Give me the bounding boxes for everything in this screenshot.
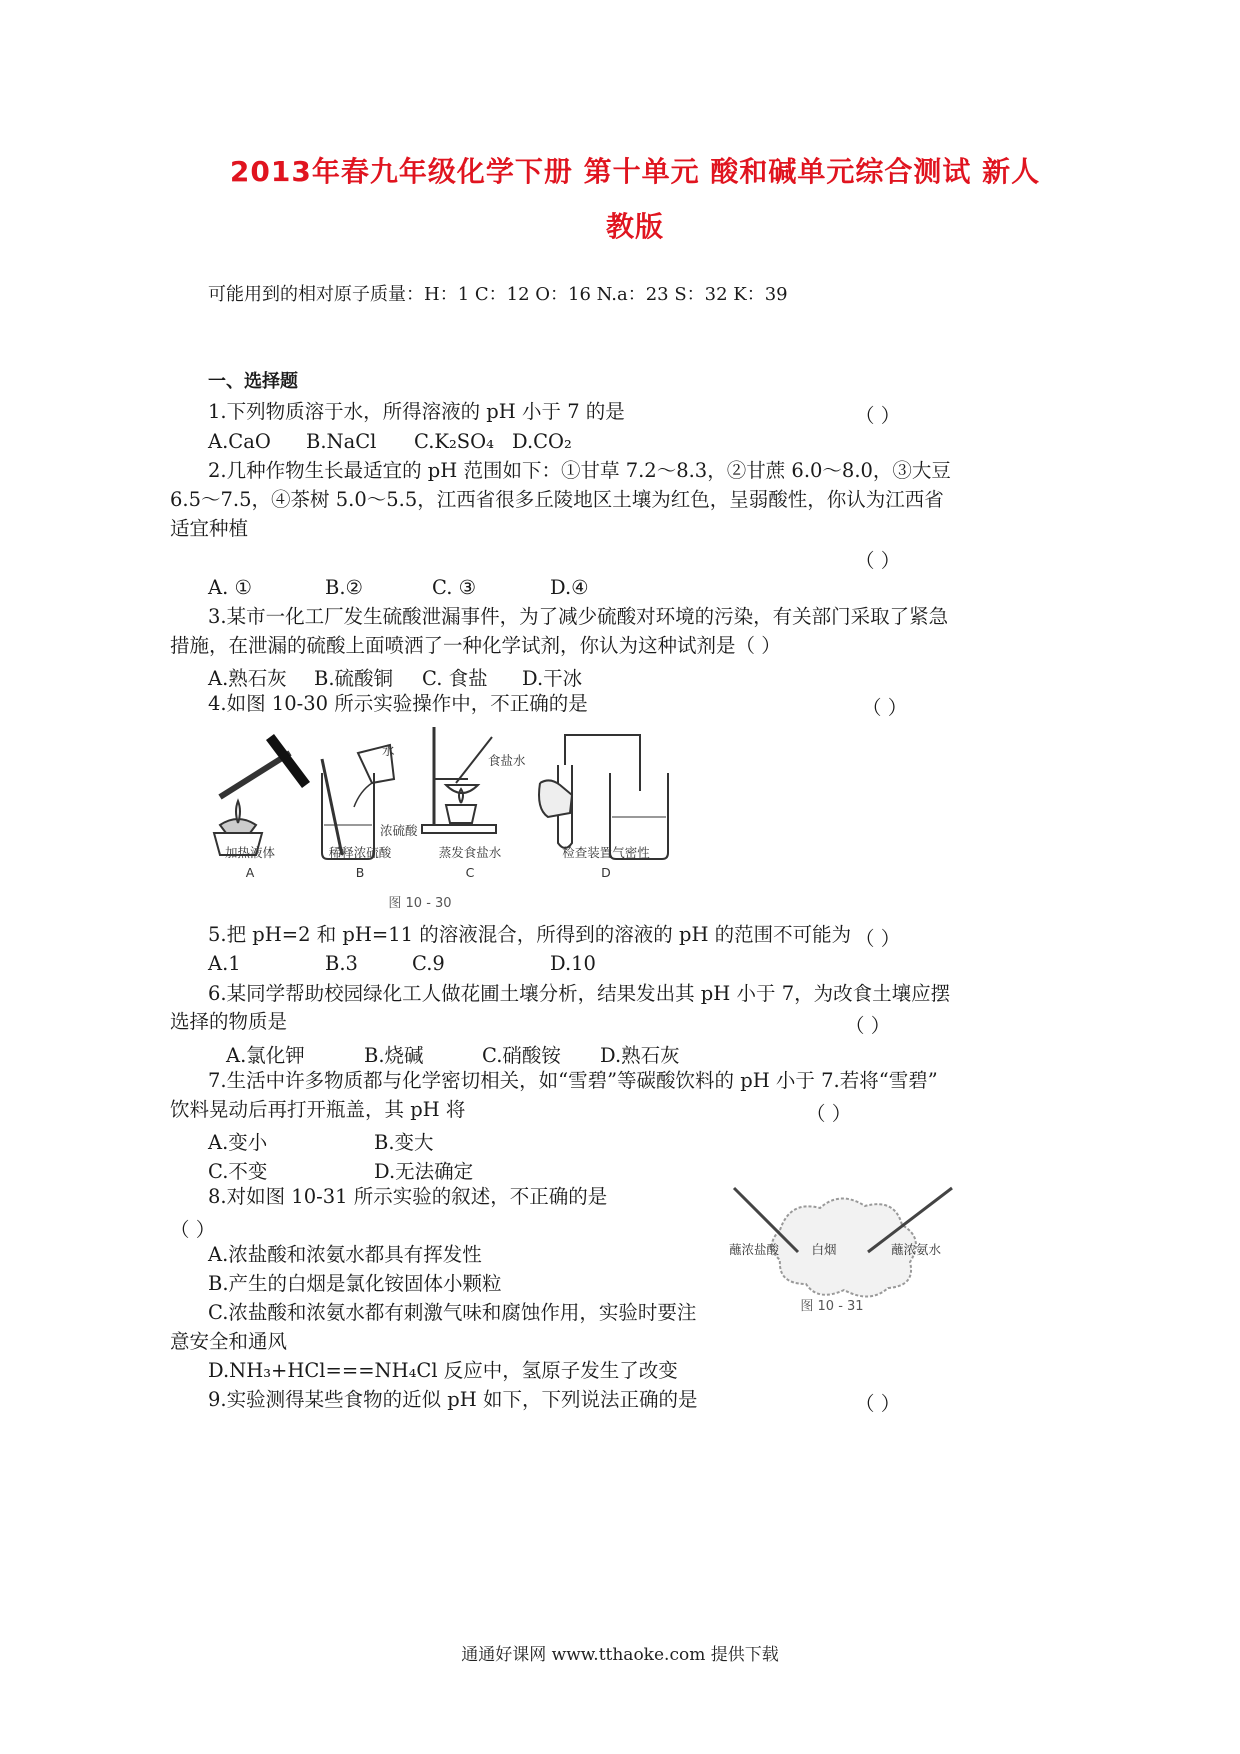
q8-option-c-line1: C.浓盐酸和浓氨水都有刺激气味和腐蚀作用，实验时要注 [208,1301,697,1324]
q8-option-a: A.浓盐酸和浓氨水都具有挥发性 [208,1243,482,1266]
q7-option-c: C.不变 [208,1160,268,1183]
q5-option-d: D.10 [550,952,596,975]
acid-annotation: 浓硫酸 [380,823,418,838]
q2-line3: 适宜种植 [170,517,249,540]
q4-stem: 4.如图 10-30 所示实验操作中，不正确的是 [208,692,588,715]
q6-line2: 选择的物质是 [170,1010,288,1033]
q2-answer-paren: （ ） [855,549,901,572]
q1-answer-paren: （ ） [855,404,901,427]
q9-answer-paren: （ ） [855,1392,901,1415]
atomic-mass-line: 可能用到的相对原子质量：H：1 C：12 O：16 N.a：23 S：32 K：39 [208,284,788,305]
fig-label-a: 加热液体 [224,845,276,860]
q7-option-d: D.无法确定 [374,1160,474,1183]
q2-option-c: C. ③ [432,576,477,599]
q6-line1: 6.某同学帮助校园绿化工人做花圃土壤分析，结果发出其 pH 小于 7，为改食土壤应摆 [208,982,951,1005]
q8-option-d: D.NH₃+HCl===NH₄Cl 反应中，氢原子发生了改变 [208,1359,678,1382]
doc-title-line2: 教版 [605,210,664,243]
q8-option-c-line2: 意安全和通风 [170,1330,288,1353]
q5-stem: 5.把 pH=2 和 pH=11 的溶液混合，所得到的溶液的 pH 的范围不可能为 [208,923,852,946]
q2-line2: 6.5～7.5，④茶树 5.0～5.5，江西省很多丘陵地区土壤为红色，呈弱酸性，你认为江西省 [170,488,944,511]
fig-letter-a: A [245,865,255,880]
figure-10-30-caption: 图 10 - 30 [388,896,452,911]
fig31-center-label: 白烟 [811,1242,837,1257]
q8-answer-paren: （ ） [170,1218,216,1241]
q8-option-b: B.产生的白烟是氯化铵固体小颗粒 [208,1272,502,1295]
q6-option-a: A.氯化钾 [226,1044,305,1067]
q3-option-c: C. 食盐 [422,667,488,690]
q3-line1: 3.某市一化工厂发生硫酸泄漏事件，为了减少硫酸对环境的污染，有关部门采取了紧急 [208,605,949,628]
q6-option-b: B.烧碱 [364,1044,424,1067]
q5-answer-paren: （ ） [855,927,901,950]
q7-answer-paren: （ ） [806,1102,852,1125]
q3-line2: 措施，在泄漏的硫酸上面喷洒了一种化学试剂，你认为这种试剂是（ ） [170,634,781,657]
fig31-left-label: 蘸浓盐酸 [728,1242,780,1257]
q9-stem: 9.实验测得某些食物的近似 pH 如下，下列说法正确的是 [208,1388,698,1411]
doc-title-line1: 2013年春九年级化学下册 第十单元 酸和碱单元综合测试 新人 [229,155,1041,188]
q6-option-c: C.硝酸铵 [482,1044,561,1067]
fig-label-d: 检查装置气密性 [562,845,650,860]
q2-line1: 2.几种作物生长最适宜的 pH 范围如下：①甘草 7.2～8.3，②甘蔗 6.0～8.0，③大豆 [208,459,951,482]
fig-label-c: 蒸发食盐水 [438,845,502,860]
page-footer: 通通好课网 www.tthaoke.com 提供下载 [461,1645,779,1665]
q7-line1: 7.生活中许多物质都与化学密切相关，如“雪碧”等碳酸饮料的 pH 小于 7.若将“雪碧” [208,1069,938,1092]
fig-letter-c: C [465,865,475,880]
heating-liquid-apparatus-icon [214,737,306,855]
q1-option-a: A.CaO [208,430,271,453]
q3-option-b: B.硫酸铜 [314,667,394,690]
q1-option-d: D.CO₂ [512,430,572,453]
q2-option-d: D.④ [550,576,589,599]
q1-option-b: B.NaCl [306,430,377,453]
q3-option-d: D.干冰 [522,667,583,690]
q1-stem: 1.下列物质溶于水，所得溶液的 pH 小于 7 的是 [208,400,625,423]
water-annotation: 水 [382,743,395,758]
airtightness-check-apparatus-icon [539,735,668,859]
figure-10-30 [200,725,680,915]
q5-option-a: A.1 [208,952,241,975]
q7-option-b: B.变大 [374,1131,434,1154]
q6-answer-paren: （ ） [845,1014,891,1037]
q2-option-a: A. ① [208,576,252,599]
q1-option-c: C.K₂SO₄ [414,430,494,453]
q7-line2: 饮料晃动后再打开瓶盖，其 pH 将 [170,1098,466,1121]
fig31-right-label: 蘸浓氨水 [890,1242,942,1257]
diluting-acid-apparatus-icon [322,745,394,859]
figure-10-31 [720,1180,970,1320]
q5-option-c: C.9 [412,952,445,975]
evaporating-brine-apparatus-icon [422,727,496,833]
figure-10-31-caption: 图 10 - 31 [800,1299,864,1314]
q8-stem: 8.对如图 10-31 所示实验的叙述，不正确的是 [208,1185,608,1208]
fig-letter-d: D [601,865,611,880]
q4-answer-paren: （ ） [862,696,908,719]
q3-option-a: A.熟石灰 [208,667,287,690]
section-heading: 一、选择题 [208,371,298,392]
fig-letter-b: B [355,865,365,880]
q7-option-a: A.变小 [208,1131,268,1154]
brine-annotation: 食盐水 [488,753,526,768]
q5-option-b: B.3 [325,952,358,975]
q2-option-b: B.② [325,576,364,599]
q6-option-d: D.熟石灰 [600,1044,680,1067]
fig-label-b: 稀释浓硫酸 [328,845,392,860]
